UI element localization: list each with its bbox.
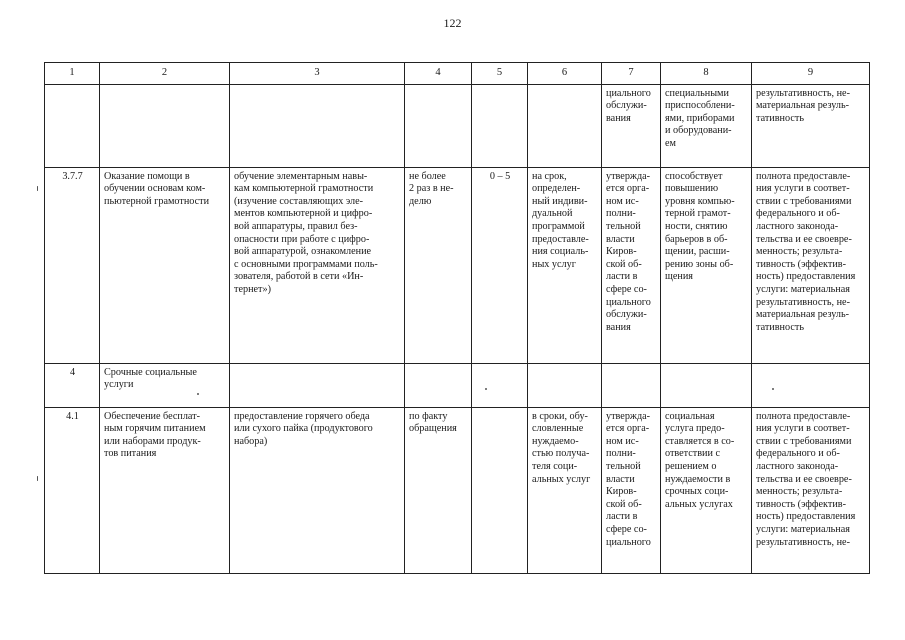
services-table bbox=[44, 62, 870, 574]
table-row bbox=[45, 167, 870, 363]
cell-norm bbox=[472, 363, 528, 407]
table-row bbox=[45, 407, 870, 573]
cell-conditions: социальная услуга предо- ставляется в со- ответствии с решением о нуждаемости в срочных соци- альных услугах bbox=[661, 407, 752, 573]
header-cell: 4 bbox=[405, 63, 472, 85]
cell-term: на срок, определен- ный индиви- дуальной программой предоставле- ния социаль- ных услуг bbox=[528, 167, 602, 363]
cell-conditions: способствует повышению уровня компью- терной грамот- ности, снятию барьеров в об- щении, расши- рению зоны об- щения bbox=[661, 167, 752, 363]
page-number: 122 bbox=[443, 16, 462, 30]
scan-speck bbox=[485, 388, 487, 390]
cell-description bbox=[230, 84, 405, 167]
cell-provider: циального обслужи- вания bbox=[602, 84, 661, 167]
cell-term bbox=[528, 84, 602, 167]
scan-speck bbox=[772, 388, 774, 390]
cell-service-name: Срочные социальные услуги bbox=[100, 363, 230, 407]
cell-term bbox=[528, 363, 602, 407]
cell-volume bbox=[405, 84, 472, 167]
cell-description: обучение элементарным навы- кам компьютерной грамотности (изучение составляющих эле- ментов компьютерной и цифро- вой аппаратуры, правил без- опасности при работе с цифро- вой аппаратурой, ознакомление с основными программами поль- зователя, работой в сети «Ин- тернет») bbox=[230, 167, 405, 363]
header-cell: 1 bbox=[45, 63, 100, 85]
cell-number: 3.7.7 bbox=[45, 167, 100, 363]
header-cell: 2 bbox=[100, 63, 230, 85]
cell-quality bbox=[752, 363, 870, 407]
cell-number: 4.1 bbox=[45, 407, 100, 573]
cell-quality: полнота предоставле- ния услуги в соответ- ствии с требованиями федерального и об- ластного законода- тельства и ее своевре- менность; результа- тивность (эффектив- ность) предоставления услуги: материальная результативность, не- материальная резуль- тативность bbox=[752, 167, 870, 363]
cell-norm bbox=[472, 84, 528, 167]
cell-conditions: специальными приспособлени- ями, приборами и оборудовани- ем bbox=[661, 84, 752, 167]
header-cell: 8 bbox=[661, 63, 752, 85]
scan-speck bbox=[37, 186, 38, 191]
cell-description bbox=[230, 363, 405, 407]
header-cell: 7 bbox=[602, 63, 661, 85]
header-cell: 9 bbox=[752, 63, 870, 85]
header-cell: 5 bbox=[472, 63, 528, 85]
cell-provider: утвержда- ется орга- ном ис- полни- тельной власти Киров- ской об- ласти в сфере со- циального обслужи- вания bbox=[602, 167, 661, 363]
cell-quality: результативность, не- материальная резуль- тативность bbox=[752, 84, 870, 167]
cell-description: предоставление горячего обеда или сухого пайка (продуктового набора) bbox=[230, 407, 405, 573]
cell-norm: 0 – 5 bbox=[472, 167, 528, 363]
cell-volume bbox=[405, 363, 472, 407]
scan-speck bbox=[197, 393, 199, 395]
cell-service-name bbox=[100, 84, 230, 167]
cell-volume: не более 2 раз в не- делю bbox=[405, 167, 472, 363]
cell-norm bbox=[472, 407, 528, 573]
header-cell: 3 bbox=[230, 63, 405, 85]
table-row bbox=[45, 84, 870, 167]
scan-speck bbox=[37, 476, 38, 481]
cell-service-name: Оказание помощи в обучении основам ком- пьютерной грамотности bbox=[100, 167, 230, 363]
cell-term: в сроки, обу- словленные нуждаемо- стью получа- теля соци- альных услуг bbox=[528, 407, 602, 573]
cell-provider bbox=[602, 363, 661, 407]
cell-quality: полнота предоставле- ния услуги в соответ- ствии с требованиями федерального и об- ластного законода- тельства и ее своевре- менность; результа- тивность (эффектив- ность) предоставления услуги: материальная результативность, не- bbox=[752, 407, 870, 573]
cell-service-name: Обеспечение бесплат- ным горячим питанием или наборами продук- тов питания bbox=[100, 407, 230, 573]
cell-number bbox=[45, 84, 100, 167]
table-header-row bbox=[45, 63, 870, 85]
cell-volume: по факту обращения bbox=[405, 407, 472, 573]
header-cell: 6 bbox=[528, 63, 602, 85]
cell-number: 4 bbox=[45, 363, 100, 407]
cell-conditions bbox=[661, 363, 752, 407]
table-row bbox=[45, 363, 870, 407]
cell-provider: утвержда- ется орга- ном ис- полни- тельной власти Киров- ской об- ласти в сфере со- циального bbox=[602, 407, 661, 573]
